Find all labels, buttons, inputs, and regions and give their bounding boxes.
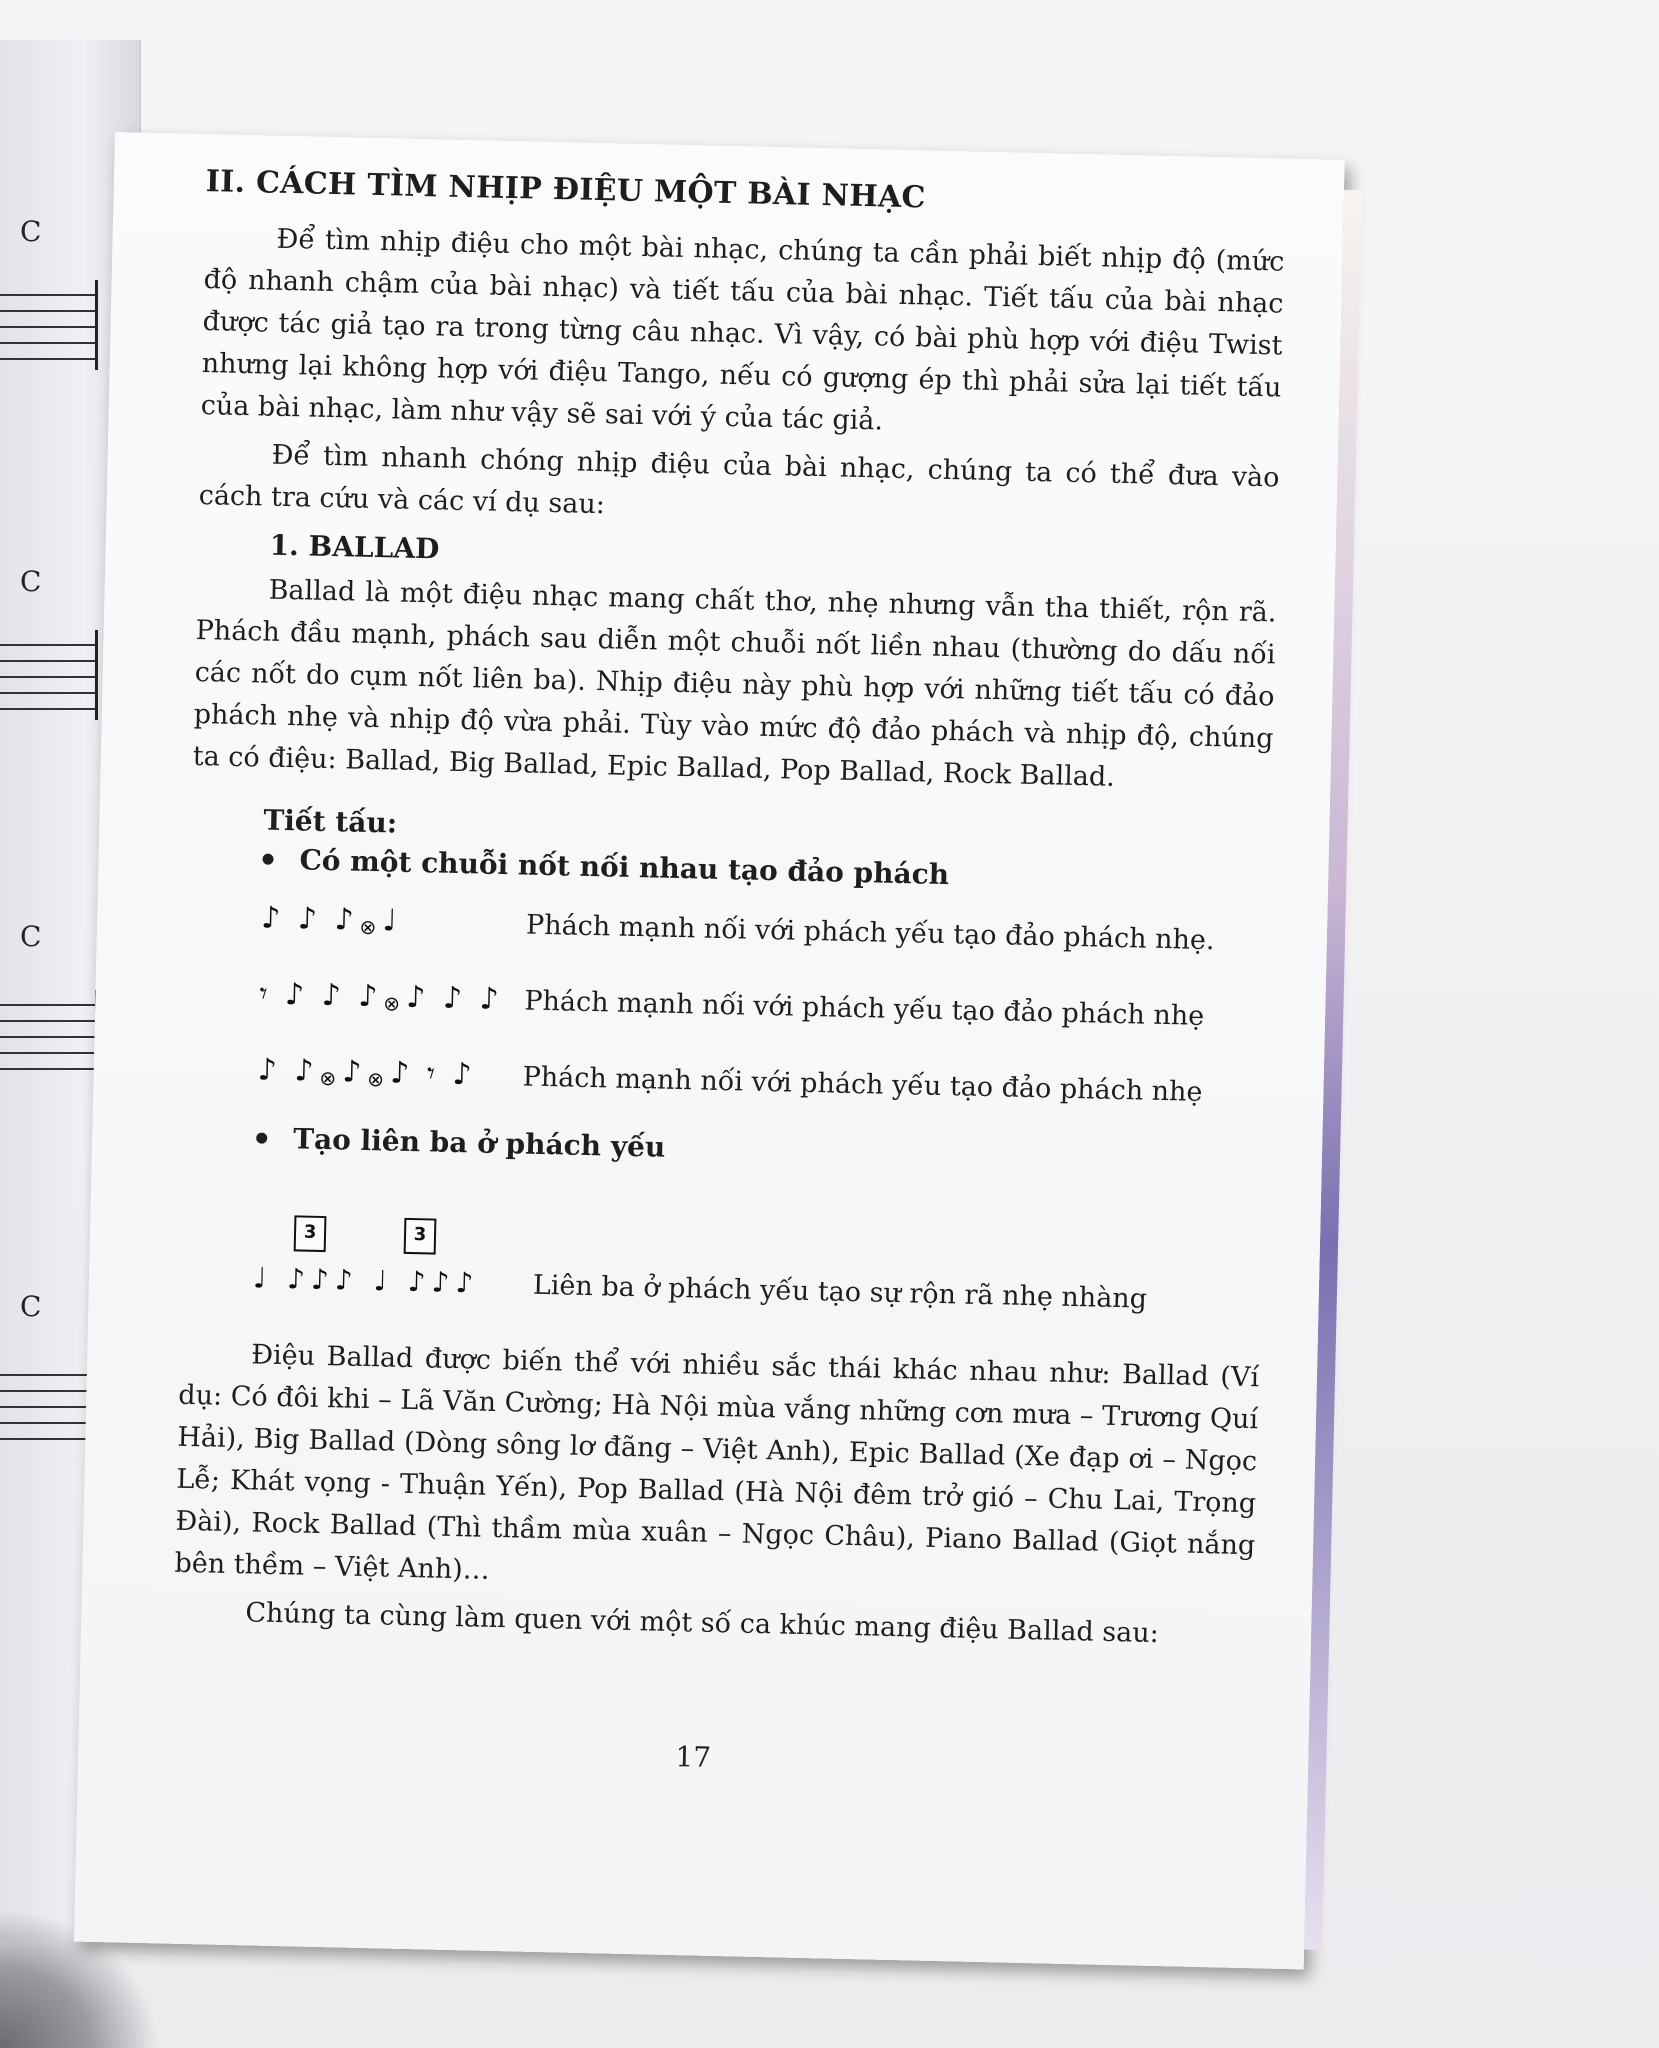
paragraph: Điệu Ballad được biến thể với nhiều sắc thái khác nhau như: Ballad (Ví dụ: Có đôi khi – Lã Văn Cường; Hà Nội mùa vắng những cơn mưa – Trương Quí Hải), Big Ballad (Dòng sông lơ đãng – Việt Anh), Epic Ballad (Xe đạp ơi – Ngọc Lễ; Khát vọng - Thuận Yến), Pop Ballad (Hà Nội đêm trở gió – Chu Lai, Trọng Đài), Rock Ballad (Thì thầm mùa xuân – Ngọc Châu), Piano Ballad (Giọt nắng bên thềm – Việt Anh)… xyxy=(174,1339,1260,1586)
staff-fragment xyxy=(0,990,98,1080)
notes-glyph: ♪ 𝄾 ♪ xyxy=(389,1055,476,1093)
rhythm-notation xyxy=(261,901,527,943)
page-number: 17 xyxy=(675,1740,712,1774)
chord-label: C xyxy=(20,1290,42,1323)
bullet-item xyxy=(256,1121,1264,1177)
rhythm-label: Tiết tấu: xyxy=(263,803,398,840)
staff-fragment xyxy=(0,280,98,370)
page-edge xyxy=(1304,190,1362,1950)
triplet-description: Liên ba ở phách yếu tạo sự rộn rã nhẹ nhàng xyxy=(532,1269,1148,1315)
paragraph: Chúng ta cùng làm quen với một số ca khúc mang điệu Ballad sau: xyxy=(245,1597,1160,1650)
notes-glyph: 𝄾 ♪ ♪ ♪ xyxy=(259,976,382,1015)
notes-glyph: ♪ ♪ xyxy=(257,1052,318,1089)
paragraph: Để tìm nhanh chóng nhịp điệu của bài nhạc, chúng ta có thể đưa vào cách tra cứu và các ví dụ sau: xyxy=(198,439,1280,521)
rhythm-example xyxy=(261,894,1270,967)
notes-glyph: ♩ xyxy=(382,903,402,939)
rhythm-notation xyxy=(257,1052,523,1094)
triplet-example xyxy=(253,1214,1263,1317)
subsection-heading: 1. BALLAD xyxy=(269,528,440,566)
tie-icon: ⊗ xyxy=(367,1066,389,1092)
paragraph: Ballad là một điệu nhạc mang chất thơ, nhẹ nhưng vẫn tha thiết, rộn rã. Phách đầu mạnh, phách sau diễn một chuỗi nốt liền nhau (thường do dấu nối các nốt do cụm nốt liên ba). Nhịp điệu này phù hợp với những tiết tấu có đảo phách nhẹ và nhịp độ vừa phải. Tùy vào mức độ đảo phách và nhịp độ, chúng ta có điệu: Ballad, Big Ballad, Epic Ballad, Pop Ballad, Rock Ballad. xyxy=(192,574,1277,793)
staff-fragment xyxy=(0,630,98,720)
notes-glyph: ♪ xyxy=(341,1054,366,1090)
triplet-notes-glyph: ♩ ♪♪♪ ♩ ♪♪♪ xyxy=(252,1261,480,1300)
bullet-text: Có một chuỗi nốt nối nhau tạo đảo phách xyxy=(299,843,950,892)
triplet-bracket: 3 xyxy=(404,1218,437,1255)
rhythm-example xyxy=(259,970,1268,1043)
rhythm-notation xyxy=(259,977,525,1019)
notes-glyph: ♪ ♪ ♪ xyxy=(260,900,359,938)
page-content xyxy=(173,164,1286,1663)
tie-icon: ⊗ xyxy=(359,914,381,940)
triplet-notation xyxy=(253,1214,535,1300)
section-heading: II. CÁCH TÌM NHỊP ĐIỆU MỘT BÀI NHẠC xyxy=(205,164,927,216)
tie-icon: ⊗ xyxy=(383,991,405,1016)
rhythm-description: Phách mạnh nối với phách yếu tạo đảo phách nhẹ xyxy=(522,1060,1203,1108)
notes-glyph: ♪ ♪ ♪ xyxy=(405,979,504,1018)
triplet-bracket: 3 xyxy=(294,1215,327,1252)
rhythm-description: Phách mạnh nối với phách yếu tạo đảo phách nhẹ. xyxy=(525,909,1215,956)
paragraph: Để tìm nhịp điệu cho một bài nhạc, chúng ta cần phải biết nhịp độ (mức độ nhanh chậm của bài nhạc) và tiết tấu của bài nhạc. Tiết tấu của bài nhạc được tác giả tạo ra trong từng câu nhạc. Vì vậy, có bài phù hợp với điệu Twist nhưng lại không hợp với điệu Tango, nếu có gượng ép thì phải sửa lại tiết tấu của bài nhạc, làm như vậy sẽ sai với ý của tác giả. xyxy=(200,223,1285,437)
rhythm-description: Phách mạnh nối với phách yếu tạo đảo phách nhẹ xyxy=(524,985,1205,1032)
bullet-dot-icon xyxy=(256,1132,267,1143)
staff-fragment xyxy=(0,1360,98,1450)
rhythm-example xyxy=(257,1045,1266,1118)
tie-icon: ⊗ xyxy=(319,1065,341,1091)
bullet-text: Tạo liên ba ở phách yếu xyxy=(292,1122,666,1164)
chord-label: C xyxy=(20,215,42,248)
chord-label: C xyxy=(20,920,42,953)
chord-label: C xyxy=(20,565,42,598)
book-page xyxy=(74,132,1345,1969)
bullet-dot-icon xyxy=(262,854,273,865)
